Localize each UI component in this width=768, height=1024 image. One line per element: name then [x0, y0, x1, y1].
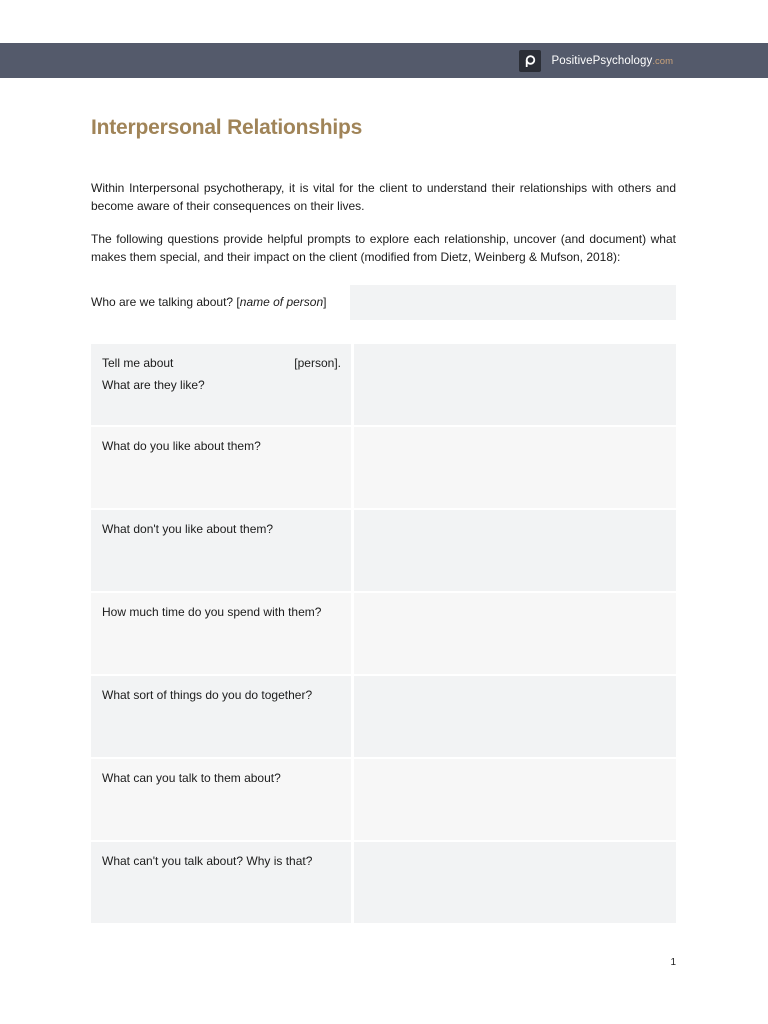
question-cell — [91, 344, 351, 425]
answer-field[interactable] — [354, 344, 676, 425]
page-number: 1 — [670, 957, 676, 968]
table-row — [91, 593, 676, 674]
header-bar — [0, 43, 768, 78]
question-cell: How much time do you spend with them? — [91, 593, 351, 674]
question-cell: What can't you talk about? Why is that? — [91, 842, 351, 923]
table-row — [91, 759, 676, 840]
brand[interactable] — [519, 50, 673, 72]
answer-field[interactable] — [354, 593, 676, 674]
question-cell: What can you talk to them about? — [91, 759, 351, 840]
question-cell: What do you like about them? — [91, 427, 351, 508]
answer-field[interactable] — [354, 676, 676, 757]
table-row — [91, 510, 676, 591]
question-text-person: [person]. — [294, 356, 341, 370]
question-text: What are they like? — [102, 378, 205, 392]
p-logo-icon — [519, 50, 541, 72]
question-text: Tell me about — [102, 356, 174, 370]
table-row — [91, 427, 676, 508]
question-cell: What don't you like about them? — [91, 510, 351, 591]
intro-paragraph: Within Interpersonal psychotherapy, it is vital for the client to understand their relationships with others and become aware of their consequences on their lives. — [91, 181, 676, 213]
answer-field[interactable] — [354, 842, 676, 923]
instructions-paragraph: The following questions provide helpful prompts to explore each relationship, uncover (and document) what makes them special, and their impact on the client (modified from Dietz, Weinberg & Mufson, 2018): — [91, 232, 676, 264]
question-cell: What sort of things do you do together? — [91, 676, 351, 757]
brand-name: PositivePsychology — [551, 55, 653, 67]
table-row — [91, 676, 676, 757]
table-row — [91, 842, 676, 923]
table-row — [91, 344, 676, 425]
page-title: Interpersonal Relationships — [91, 116, 363, 139]
brand-tld: .com — [652, 55, 673, 67]
answer-field[interactable] — [354, 510, 676, 591]
question-table — [91, 344, 676, 925]
answer-field[interactable] — [354, 759, 676, 840]
answer-field[interactable] — [354, 427, 676, 508]
name-of-person-field[interactable] — [350, 285, 676, 320]
who-label-italic: name of person — [239, 295, 324, 309]
who-label: Who are we talking about? [name of person] — [91, 295, 327, 309]
